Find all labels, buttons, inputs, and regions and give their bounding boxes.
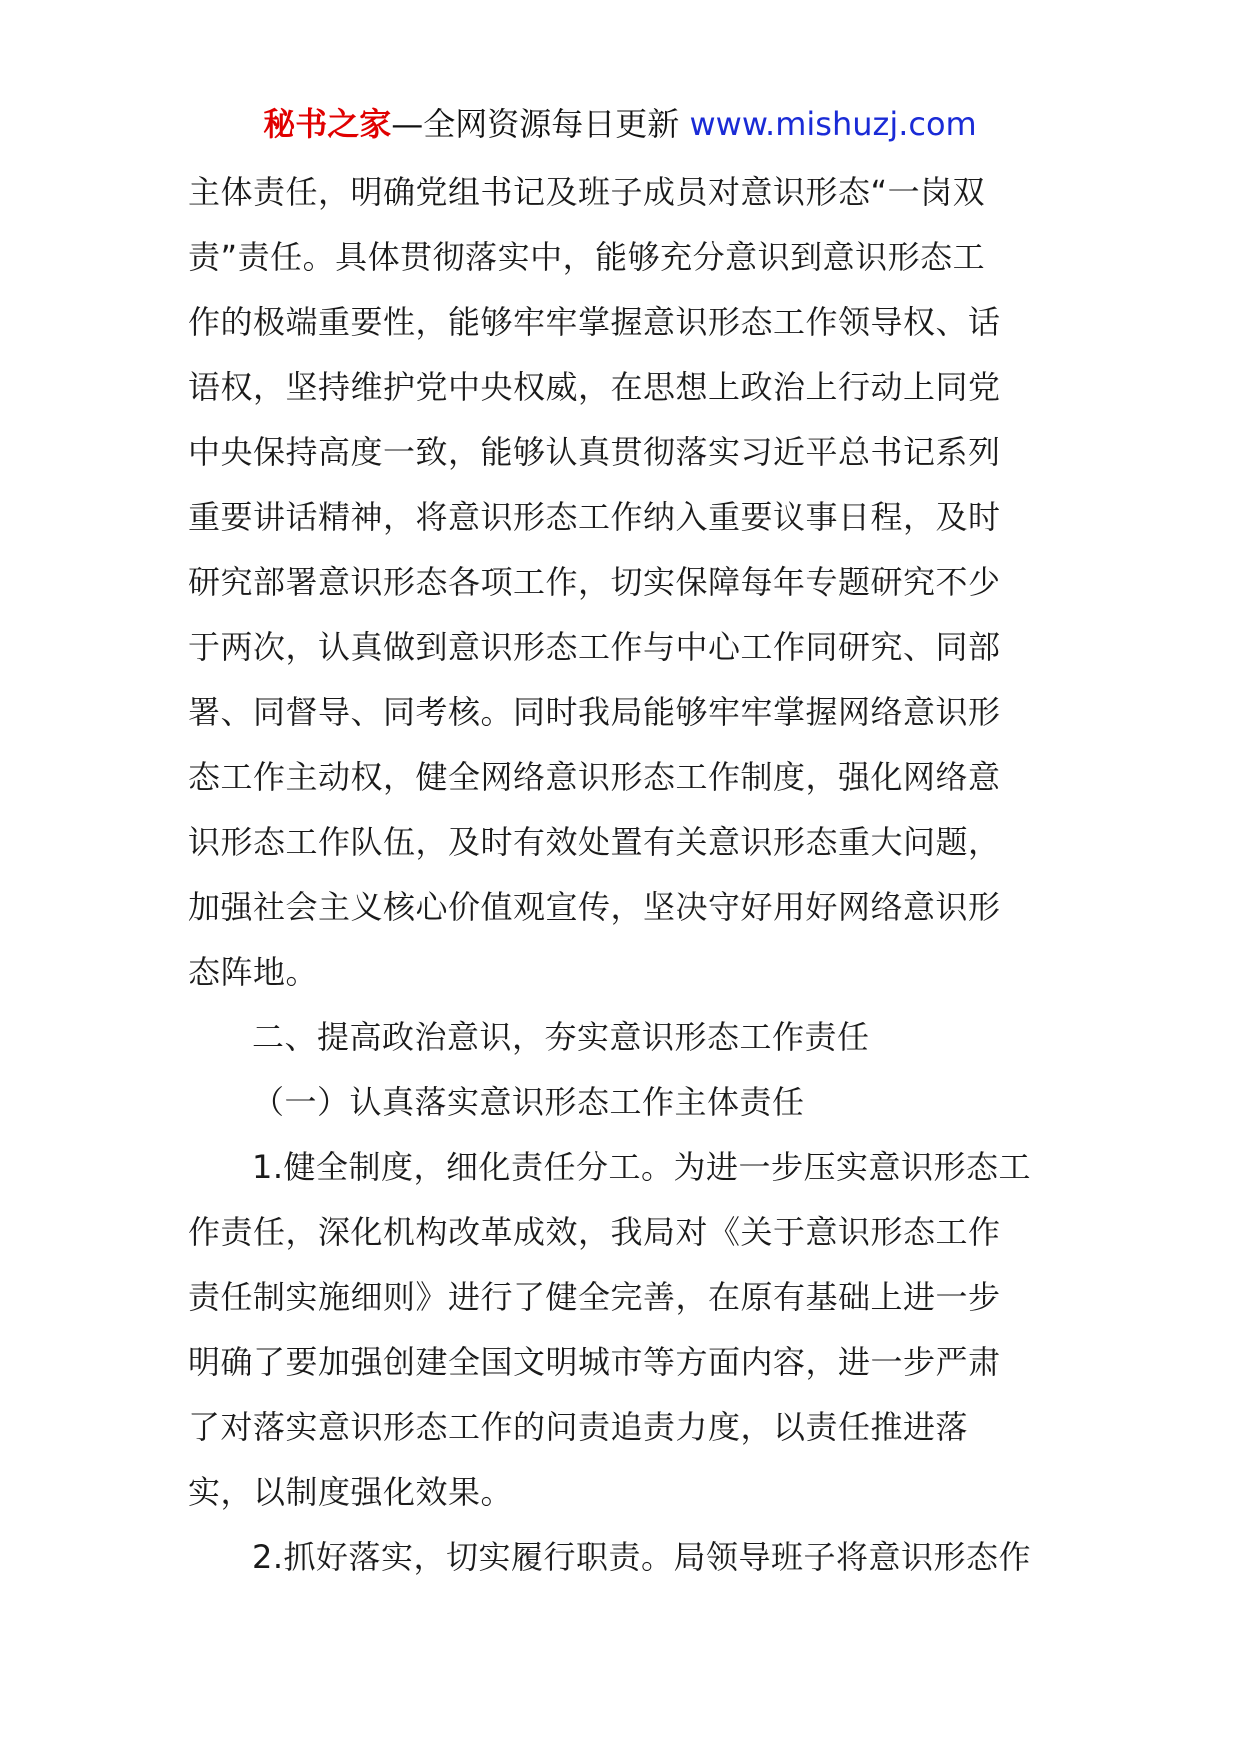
text-line: 研究部署意识形态各项工作，切实保障每年专题研究不少 bbox=[188, 563, 1001, 601]
text-line: 语权，坚持维护党中央权威，在思想上政治上行动上同党 bbox=[188, 368, 1001, 406]
document-body bbox=[188, 160, 1058, 1590]
header-tagline: —全网资源每日更新 bbox=[391, 105, 680, 143]
text-line: 署、同督导、同考核。同时我局能够牢牢掌握网络意识形 bbox=[188, 693, 1001, 731]
text-line: 加强社会主义核心价值观宣传，坚决守好用好网络意识形 bbox=[188, 888, 1001, 926]
text-line: 实，以制度强化效果。 bbox=[188, 1473, 514, 1511]
text-line: 中央保持高度一致，能够认真贯彻落实习近平总书记系列 bbox=[188, 433, 1001, 471]
section-heading: 二、提高政治意识，夯实意识形态工作责任 bbox=[252, 1018, 870, 1056]
text-line: 了对落实意识形态工作的问责追责力度，以责任推进落 bbox=[188, 1408, 969, 1446]
site-header bbox=[0, 100, 1240, 148]
text-line: 态阵地。 bbox=[188, 953, 319, 991]
site-url-link[interactable]: www.mishuzj.com bbox=[689, 105, 977, 143]
text-line: 重要讲话精神，将意识形态工作纳入重要议事日程，及时 bbox=[188, 498, 1001, 536]
text-line: 责”责任。具体贯彻落实中，能够充分意识到意识形态工 bbox=[188, 238, 986, 276]
brand-name: 秘书之家 bbox=[263, 105, 392, 143]
text-line: 作责任，深化机构改革成效，我局对《关于意识形态工作 bbox=[188, 1213, 1001, 1251]
text-line: 态工作主动权，健全网络意识形态工作制度，强化网络意 bbox=[188, 758, 1001, 796]
text-line: 作的极端重要性，能够牢牢掌握意识形态工作领导权、话 bbox=[188, 303, 1001, 341]
text-line: 主体责任，明确党组书记及班子成员对意识形态“一岗双 bbox=[188, 173, 986, 211]
paragraph-start: 2.抓好落实，切实履行职责。局领导班子将意识形态作 bbox=[252, 1538, 1032, 1576]
text-line: 识形态工作队伍，及时有效处置有关意识形态重大问题， bbox=[188, 823, 1001, 861]
text-line: 明确了要加强创建全国文明城市等方面内容，进一步严肃 bbox=[188, 1343, 1001, 1381]
text-line: 责任制实施细则》进行了健全完善，在原有基础上进一步 bbox=[188, 1278, 1001, 1316]
paragraph-start: 1.健全制度，细化责任分工。为进一步压实意识形态工 bbox=[252, 1148, 1032, 1186]
subsection-heading: （一）认真落实意识形态工作主体责任 bbox=[252, 1083, 805, 1121]
text-line: 于两次，认真做到意识形态工作与中心工作同研究、同部 bbox=[188, 628, 1001, 666]
